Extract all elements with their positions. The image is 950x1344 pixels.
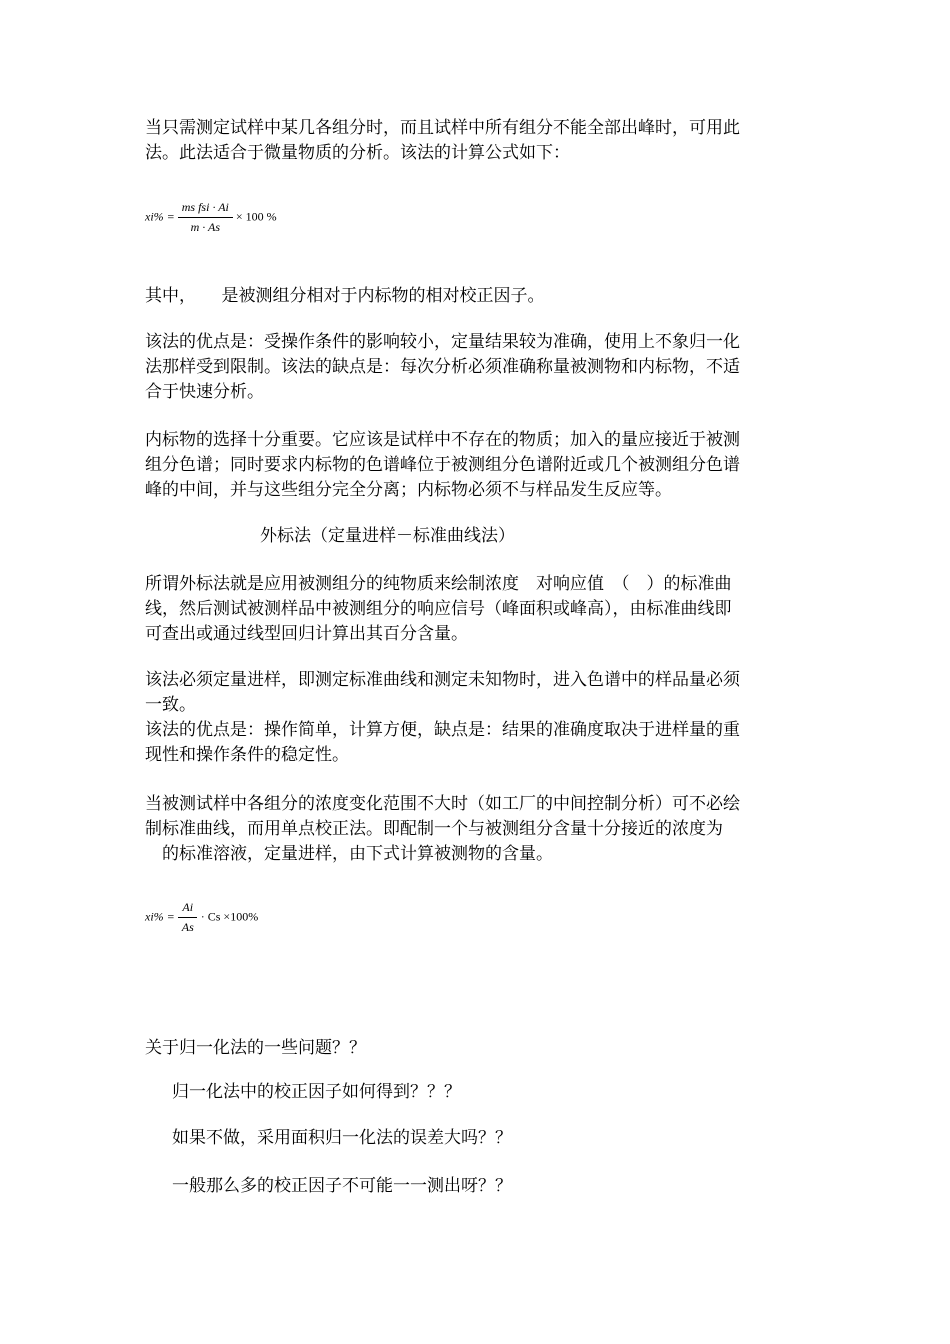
text-line: 一致。 (145, 695, 196, 715)
text-line: 线，然后测试被测样品中被测组分的响应信号（峰面积或峰高），由标准曲线即 (145, 599, 732, 619)
text-line: 当被测试样中各组分的浓度变化范围不大时（如工厂的中间控制分析）可不必绘 (145, 794, 740, 814)
formula-lhs: xi% = (145, 909, 175, 924)
formula-rhs: × 100 % (235, 209, 277, 224)
text-line: 该法的优点是：受操作条件的影响较小，定量结果较为准确，使用上不象归一化 (145, 332, 740, 352)
text-line: 该法必须定量进样，即测定标准曲线和测定未知物时，进入色谱中的样品量必须 (145, 670, 740, 690)
text-line: 法那样受到限制。该法的缺点是：每次分析必须准确称量被测物和内标物，不适 (145, 357, 740, 377)
text-line: 该法的优点是：操作简单，计算方便，缺点是：结果的准确度取决于进样量的重 (145, 720, 740, 740)
text-line: 峰的中间，并与这些组分完全分离；内标物必须不与样品发生反应等。 (145, 480, 672, 500)
formula-numerator: ms fsi · Ai (178, 200, 233, 218)
text-line: 内标物的选择十分重要。它应该是试样中不存在的物质；加入的量应接近于被测 (145, 430, 740, 450)
text-line: 现性和操作条件的稳定性。 (145, 745, 349, 765)
formula-fraction (178, 200, 233, 235)
formula-denominator: m · As (190, 220, 221, 234)
text-line: 的标准溶液，定量进样，由下式计算被测物的含量。 (145, 844, 553, 864)
pros-cons-paragraph (145, 330, 810, 405)
text-line: 所谓外标法就是应用被测组分的纯物质来绘制浓度 对响应值 （ ）的标准曲 (145, 574, 732, 594)
external-standard-pros-cons (145, 668, 810, 768)
formula-lhs: xi% = (145, 209, 175, 224)
text-line: 可查出或通过线型回归计算出其百分含量。 (145, 624, 468, 644)
text-line: 合于快速分析。 (145, 382, 264, 402)
question-2: 如果不做，采用面积归一化法的误差大吗？？ (172, 1128, 512, 1148)
formula-rhs: · Cs ×100% (200, 909, 259, 924)
text-line: 制标准曲线，而用单点校正法。即配制一个与被测组分含量十分接近的浓度为 (145, 819, 723, 839)
external-standard-intro (145, 572, 810, 647)
text-line: 法。此法适合于微量物质的分析。该法的计算公式如下： (145, 143, 570, 163)
single-point-formula (145, 900, 258, 935)
single-point-calibration (145, 792, 810, 867)
question-3: 一般那么多的校正因子不可能一一测出呀？？ (172, 1176, 512, 1196)
correction-factor-note (145, 284, 810, 309)
internal-standard-selection (145, 428, 810, 503)
external-standard-heading: 外标法（定量进样－标准曲线法） (260, 526, 515, 546)
questions-title: 关于归一化法的一些问题？？ (145, 1038, 366, 1058)
internal-standard-formula (145, 200, 277, 235)
text-line: 当只需测定试样中某几各组分时，而且试样中所有组分不能全部出峰时，可用此 (145, 118, 740, 138)
formula-numerator: Ai (178, 900, 197, 918)
text-line: 组分色谱；同时要求内标物的色谱峰位于被测组分色谱附近或几个被测组分色谱 (145, 455, 740, 475)
formula-denominator: As (181, 920, 194, 934)
text-line: 其中， 是被测组分相对于内标物的相对校正因子。 (145, 286, 545, 306)
question-1: 归一化法中的校正因子如何得到？？？ (172, 1082, 461, 1102)
formula-fraction (178, 900, 198, 935)
internal-standard-intro (145, 116, 810, 166)
